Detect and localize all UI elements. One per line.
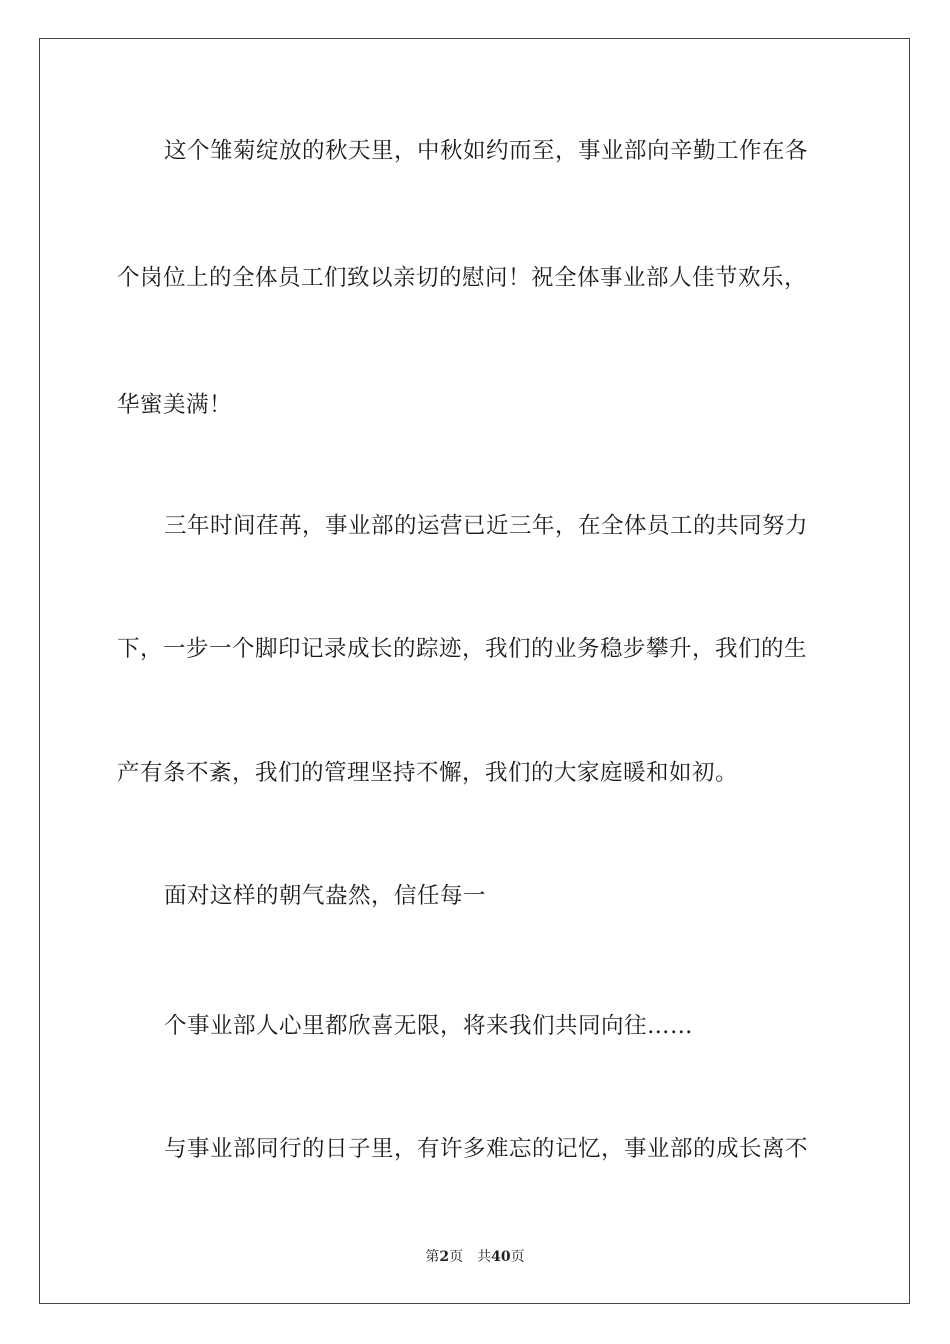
paragraph-line: 与事业部同行的日子里，有许多难忘的记忆，事业部的成长离不 (164, 1136, 809, 1162)
page-border (39, 38, 910, 1304)
page-total-number: 40 (491, 1249, 511, 1265)
paragraph-line: 产有条不紊，我们的管理坚持不懈，我们的大家庭暖和如初。 (117, 760, 739, 786)
page-label-prefix: 第 (425, 1249, 440, 1265)
paragraph-line: 个岗位上的全体员工们致以亲切的慰问！祝全体事业部人佳节欢乐， (117, 265, 808, 291)
paragraph-line: 个事业部人心里都欣喜无限，将来我们共同向往…… (164, 1013, 694, 1039)
page-footer (0, 1248, 950, 1266)
paragraph-line: 下，一步一个脚印记录成长的踪迹，我们的业务稳步攀升，我们的生 (117, 636, 808, 662)
page-label-suffix: 页 (449, 1249, 464, 1265)
paragraph-line: 面对这样的朝气盎然，信任每一 (164, 883, 487, 909)
paragraph-line: 华蜜美满！ (117, 392, 233, 418)
total-label-prefix: 共 (477, 1249, 492, 1265)
paragraph-line: 这个雏菊绽放的秋天里，中秋如约而至，事业部向辛勤工作在各 (164, 138, 809, 164)
total-label-suffix: 页 (510, 1249, 525, 1265)
page-current-number: 2 (439, 1249, 450, 1265)
paragraph-line: 三年时间荏苒，事业部的运营已近三年，在全体员工的共同努力 (164, 513, 809, 539)
